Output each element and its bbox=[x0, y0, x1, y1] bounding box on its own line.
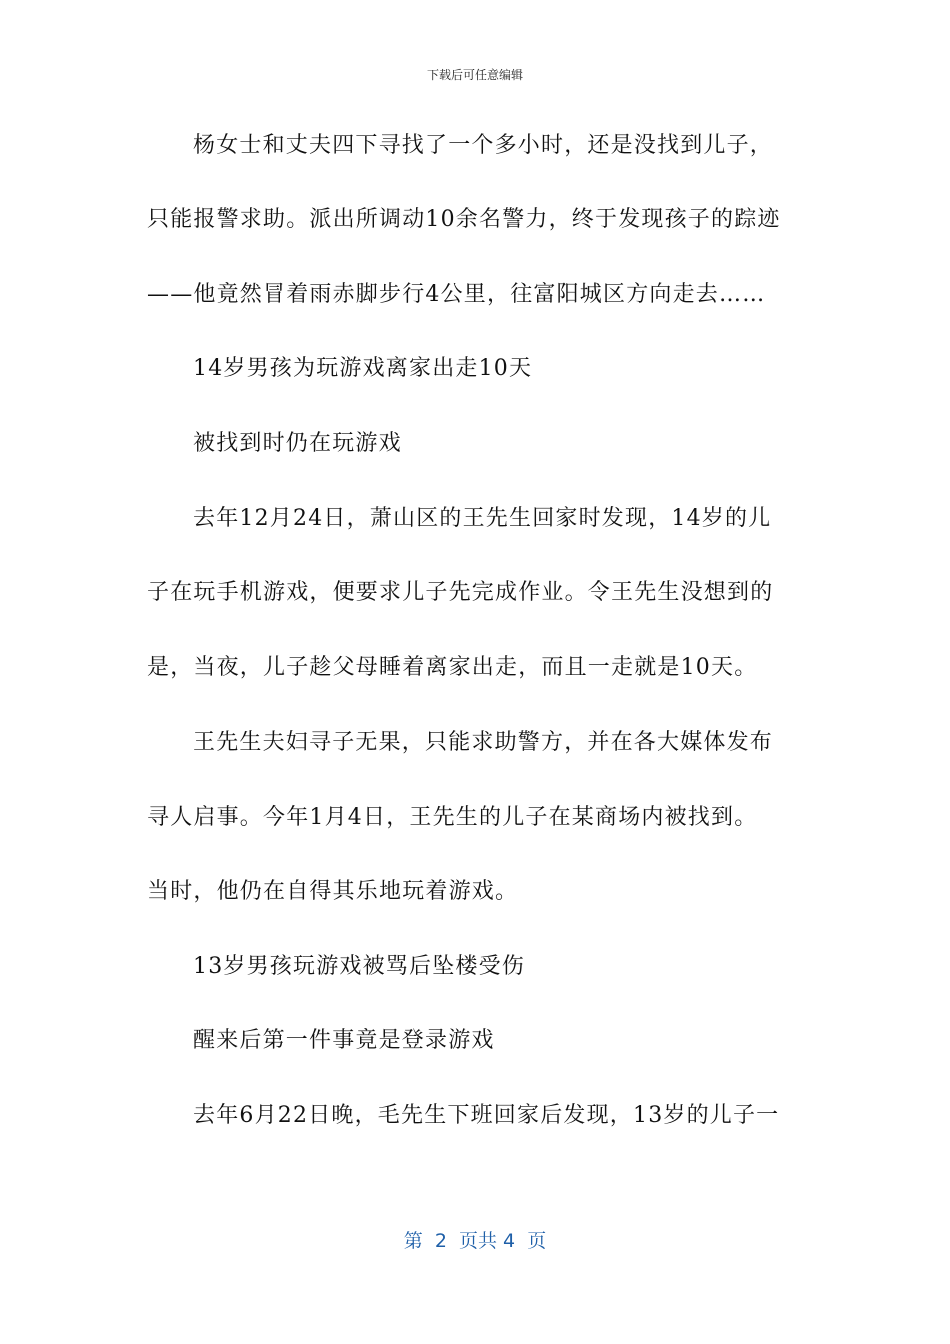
text-line: ——他竟然冒着雨赤脚步行4公里，往富阳城区方向走去…… bbox=[147, 282, 766, 307]
text-line: 寻人启事。今年1月4日，王先生的儿子在某商场内被找到。 bbox=[147, 805, 758, 830]
text-line: 子在玩手机游戏，便要求儿子先完成作业。令王先生没想到的 bbox=[147, 580, 774, 605]
text-line: 王先生夫妇寻子无果，只能求助警方，并在各大媒体发布 bbox=[193, 730, 774, 755]
section-subheading: 醒来后第一件事竟是登录游戏 bbox=[193, 1028, 495, 1053]
text-line: 去年6月22日晚，毛先生下班回家后发现，13岁的儿子一 bbox=[193, 1103, 780, 1128]
page-header-note: 下载后可任意编辑 bbox=[426, 68, 523, 82]
text-line: 去年12月24日，萧山区的王先生回家时发现，14岁的儿 bbox=[193, 506, 772, 531]
text-line: 杨女士和丈夫四下寻找了一个多小时，还是没找到儿子， bbox=[193, 133, 774, 158]
text-line: 只能报警求助。派出所调动10余名警力，终于发现孩子的踪迹 bbox=[147, 207, 781, 232]
text-line: 是，当夜，儿子趁父母睡着离家出走，而且一走就是10天。 bbox=[147, 655, 758, 680]
text-line: 当时，他仍在自得其乐地玩着游戏。 bbox=[147, 879, 519, 904]
section-heading: 14岁男孩为玩游戏离家出走10天 bbox=[193, 356, 533, 381]
section-subheading: 被找到时仍在玩游戏 bbox=[193, 431, 402, 456]
section-heading: 13岁男孩玩游戏被骂后坠楼受伤 bbox=[193, 954, 525, 979]
page-number-footer: 第 2 页共 4 页 bbox=[403, 1230, 547, 1252]
